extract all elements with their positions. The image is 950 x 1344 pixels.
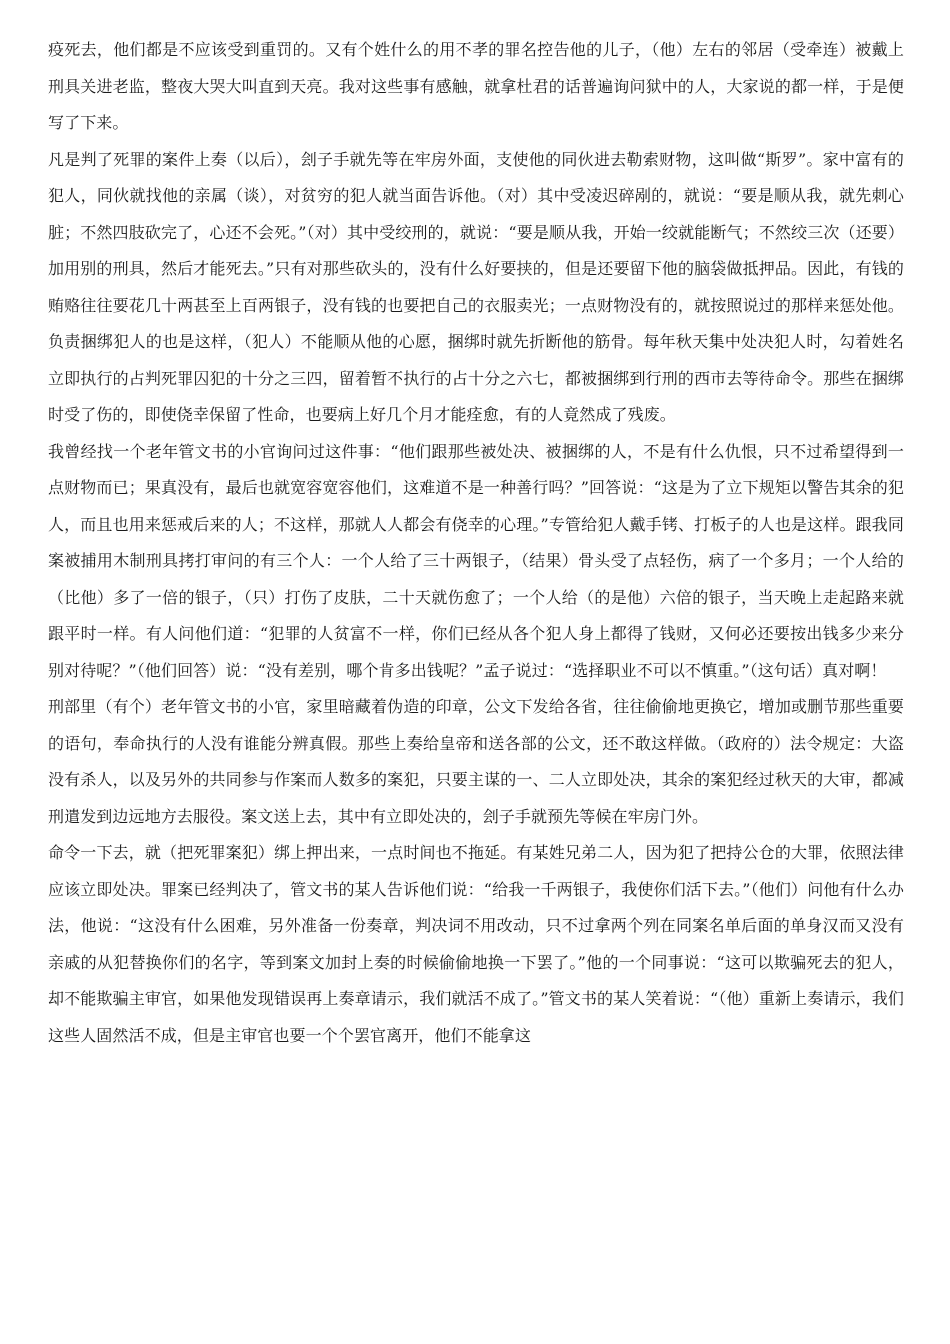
document-body <box>48 32 904 1054</box>
paragraph-3: 我曾经找一个老年管文书的小官询问过这件事：“他们跟那些被处决、被捆绑的人，不是有什么仇恨，只不过希望得到一点财物而已；果真没有，最后也就宽容宽容他们，这难道不是一种善行吗？”回答说：“这是为了立下规矩以警告其余的犯人，而且也用来惩戒后来的人；不这样，那就人人都会有侥幸的心理。”专管给犯人戴手铐、打板子的人也是这样。跟我同案被捕用木制刑具拷打审问的有三个人：一个人给了三十两银子，（结果）骨头受了点轻伤，病了一个多月；一个人给的（比他）多了一倍的银子，（只）打伤了皮肤，二十天就伤愈了；一个人给（的是他）六倍的银子，当天晚上走起路来就跟平时一样。有人问他们道：“犯罪的人贫富不一样，你们已经从各个犯人身上都得了钱财，又何必还要按出钱多少来分别对待呢？”（他们回答）说：“没有差别，哪个肯多出钱呢？”孟子说过：“选择职业不可以不慎重。”（这句话）真对啊！ <box>48 441 904 680</box>
paragraph-1: 疫死去，他们都是不应该受到重罚的。又有个姓什么的用不孝的罪名控告他的儿子，（他）左右的邻居（受牵连）被戴上刑具关进老监，整夜大哭大叫直到天亮。我对这些事有感触，就拿杜君的话普遍询问狱中的人，大家说的都一样，于是便写了下来。 <box>48 40 904 132</box>
paragraph-4: 刑部里（有个）老年管文书的小官，家里暗藏着伪造的印章，公文下发给各省，往往偷偷地更换它，增加或删节那些重要的语句，奉命执行的人没有谁能分辨真假。那些上奏给皇帝和送各部的公文，还不敢这样做。（政府的）法令规定：大盗没有杀人，以及另外的共同参与作案而人数多的案犯，只要主谋的一、二人立即处决，其余的案犯经过秋天的大审，都减刑遣发到边远地方去服役。案文送上去，其中有立即处决的，刽子手就预先等候在牢房门外。 <box>48 697 904 826</box>
paragraph-2: 凡是判了死罪的案件上奏（以后），刽子手就先等在牢房外面，支使他的同伙进去勒索财物，这叫做“斯罗”。家中富有的犯人，同伙就找他的亲属（谈），对贫穷的犯人就当面告诉他。（对）其中受凌迟碎剐的，就说：“要是顺从我，就先刺心脏；不然四肢砍完了，心还不会死。”（对）其中受绞刑的，就说：“要是顺从我，开始一绞就能断气；不然绞三次（还要）加用别的刑具，然后才能死去。”只有对那些砍头的，没有什么好要挟的，但是还要留下他的脑袋做抵押品。因此，有钱的贿赂往往要花几十两甚至上百两银子，没有钱的也要把自己的衣服卖光；一点财物没有的，就按照说过的那样来惩处他。负责捆绑犯人的也是这样，（犯人）不能顺从他的心愿，捆绑时就先折断他的筋骨。每年秋天集中处决犯人时，勾着姓名立即执行的占判死罪囚犯的十分之三四，留着暂不执行的占十分之六七，都被捆绑到行刑的西市去等待命令。那些在捆绑时受了伤的，即使侥幸保留了性命，也要病上好几个月才能痊愈，有的人竟然成了残废。 <box>48 149 904 424</box>
paragraph-5: 命令一下去，就（把死罪案犯）绑上押出来，一点时间也不拖延。有某姓兄弟二人，因为犯了把持公仓的大罪，依照法律应该立即处决。罪案已经判决了，管文书的某人告诉他们说：“给我一千两银子，我使你们活下去。”（他们）问他有什么办法，他说：“这没有什么困难，另外准备一份奏章，判决词不用改动，只不过拿两个列在同案名单后面的单身汉而又没有亲戚的从犯替换你们的名字，等到案文加封上奏的时候偷偷地换一下罢了。”他的一个同事说：“这可以欺骗死去的犯人，却不能欺骗主审官，如果他发现错误再上奏章请示，我们就活不成了。”管文书的某人笑着说：“（他）重新上奏请示，我们这些人固然活不成，但是主审官也要一个个罢官离开，他们不能拿这 <box>48 843 904 1045</box>
